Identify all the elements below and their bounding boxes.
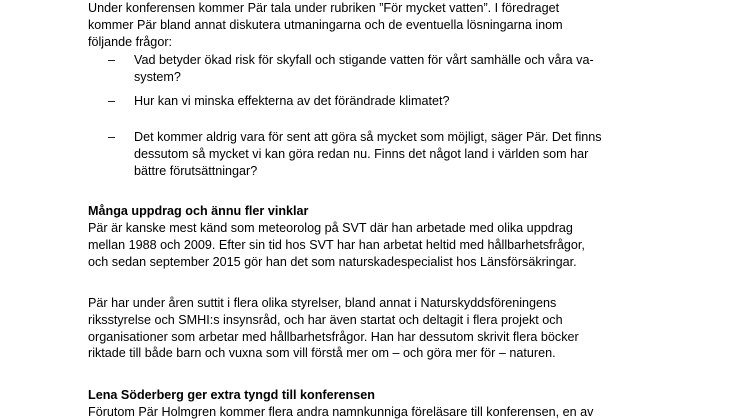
text-line: organisationer som arbetar med hållbarhetsfrågor. Han har dessutom skrivit flera böcker [88, 329, 579, 344]
text-line: Förutom Pär Holmgren kommer flera andra namnkunniga föreläsare till konferensen, en av [88, 405, 594, 419]
dash-bullet: – [108, 130, 116, 144]
text-line: riksstyrelse och SMHI:s insynsråd, och har även startat och deltagit i flera projekt och [88, 312, 563, 327]
text-line: kommer Pär bland annat diskutera utmaningarna och de eventuella lösningarna inom [88, 17, 563, 32]
question-text [134, 52, 594, 86]
text-line: Under konferensen kommer Pär tala under rubriken ”För mycket vatten”. I föredraget [88, 1, 560, 15]
text-line: följande frågor: [88, 34, 173, 49]
text-line: mellan 1988 och 2009. Efter sin tid hos SVT har han arbetat heltid med hållbarhetsfrågor, [88, 237, 585, 252]
text-line: Hur kan vi minska effekterna av det förändrade klimatet? [134, 94, 450, 108]
section-heading: Många uppdrag och ännu fler vinklar [88, 204, 309, 218]
text-line: Pär är kanske mest känd som meteorolog på SVT där han arbetade med olika uppdrag [88, 221, 573, 235]
section-heading: Lena Söderberg ger extra tyngd till konferensen [88, 388, 375, 402]
text-line: Pär har under åren suttit i flera olika styrelser, bland annat i Naturskyddsföreningens [88, 296, 557, 310]
body-paragraph [88, 295, 678, 362]
dash-bullet: – [108, 53, 116, 67]
body-paragraph [88, 404, 678, 419]
question-text [134, 93, 449, 110]
quote-text [134, 129, 602, 179]
text-line: bättre förutsättningar? [134, 163, 258, 178]
text-line: system? [134, 69, 181, 84]
intro-paragraph [88, 0, 678, 50]
body-paragraph [88, 220, 678, 270]
text-line: och sedan september 2015 gör han det som naturskadespecialist hos Länsförsäkringar. [88, 254, 577, 269]
dash-bullet: – [108, 94, 116, 108]
text-line: riktade till både barn och vuxna som vill förstå mer om – och göra mer för – naturen. [88, 346, 556, 361]
text-line: Det kommer aldrig vara för sent att göra så mycket som möjligt, säger Pär. Det finns [134, 130, 602, 144]
text-line: dessutom så mycket vi kan göra redan nu. Finns det något land i världen som har [134, 146, 589, 161]
text-line: Vad betyder ökad risk för skyfall och stigande vatten för vårt samhälle och våra va- [134, 53, 594, 67]
